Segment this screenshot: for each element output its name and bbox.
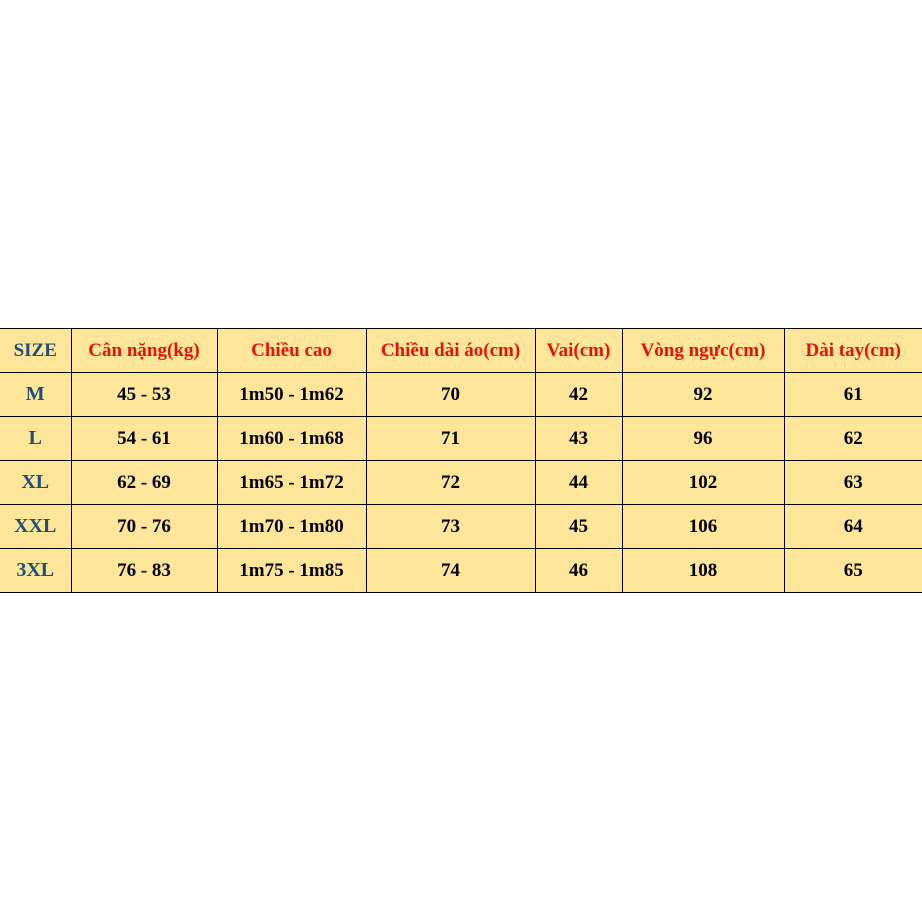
chest-cell: 96	[622, 417, 784, 461]
size-cell: XL	[0, 461, 71, 505]
sleeve-length-cell: 64	[784, 505, 922, 549]
table-row	[0, 505, 922, 549]
shirt-length-cell: 71	[366, 417, 535, 461]
chest-cell: 106	[622, 505, 784, 549]
size-cell: 3XL	[0, 549, 71, 593]
header-shoulder: Vai(cm)	[535, 329, 622, 373]
header-sleeve-length: Dài tay(cm)	[784, 329, 922, 373]
shoulder-cell: 43	[535, 417, 622, 461]
sleeve-length-cell: 62	[784, 417, 922, 461]
chest-cell: 102	[622, 461, 784, 505]
shoulder-cell: 45	[535, 505, 622, 549]
shirt-length-cell: 72	[366, 461, 535, 505]
height-cell: 1m70 - 1m80	[217, 505, 366, 549]
shoulder-cell: 44	[535, 461, 622, 505]
shirt-length-cell: 73	[366, 505, 535, 549]
header-size: SIZE	[0, 329, 71, 373]
weight-cell: 76 - 83	[71, 549, 217, 593]
shoulder-cell: 46	[535, 549, 622, 593]
chest-cell: 108	[622, 549, 784, 593]
shoulder-cell: 42	[535, 373, 622, 417]
header-row	[0, 329, 922, 373]
table-row	[0, 373, 922, 417]
size-cell: L	[0, 417, 71, 461]
sleeve-length-cell: 61	[784, 373, 922, 417]
shirt-length-cell: 70	[366, 373, 535, 417]
sleeve-length-cell: 63	[784, 461, 922, 505]
size-cell: XXL	[0, 505, 71, 549]
header-height: Chiều cao	[217, 329, 366, 373]
size-cell: M	[0, 373, 71, 417]
header-weight: Cân nặng(kg)	[71, 329, 217, 373]
sleeve-length-cell: 65	[784, 549, 922, 593]
size-chart-table	[0, 328, 922, 593]
shirt-length-cell: 74	[366, 549, 535, 593]
table-row	[0, 549, 922, 593]
weight-cell: 62 - 69	[71, 461, 217, 505]
table-row	[0, 461, 922, 505]
height-cell: 1m60 - 1m68	[217, 417, 366, 461]
weight-cell: 54 - 61	[71, 417, 217, 461]
header-chest: Vòng ngực(cm)	[622, 329, 784, 373]
weight-cell: 70 - 76	[71, 505, 217, 549]
chest-cell: 92	[622, 373, 784, 417]
height-cell: 1m50 - 1m62	[217, 373, 366, 417]
height-cell: 1m75 - 1m85	[217, 549, 366, 593]
height-cell: 1m65 - 1m72	[217, 461, 366, 505]
weight-cell: 45 - 53	[71, 373, 217, 417]
table-row	[0, 417, 922, 461]
header-shirt-length: Chiều dài áo(cm)	[366, 329, 535, 373]
